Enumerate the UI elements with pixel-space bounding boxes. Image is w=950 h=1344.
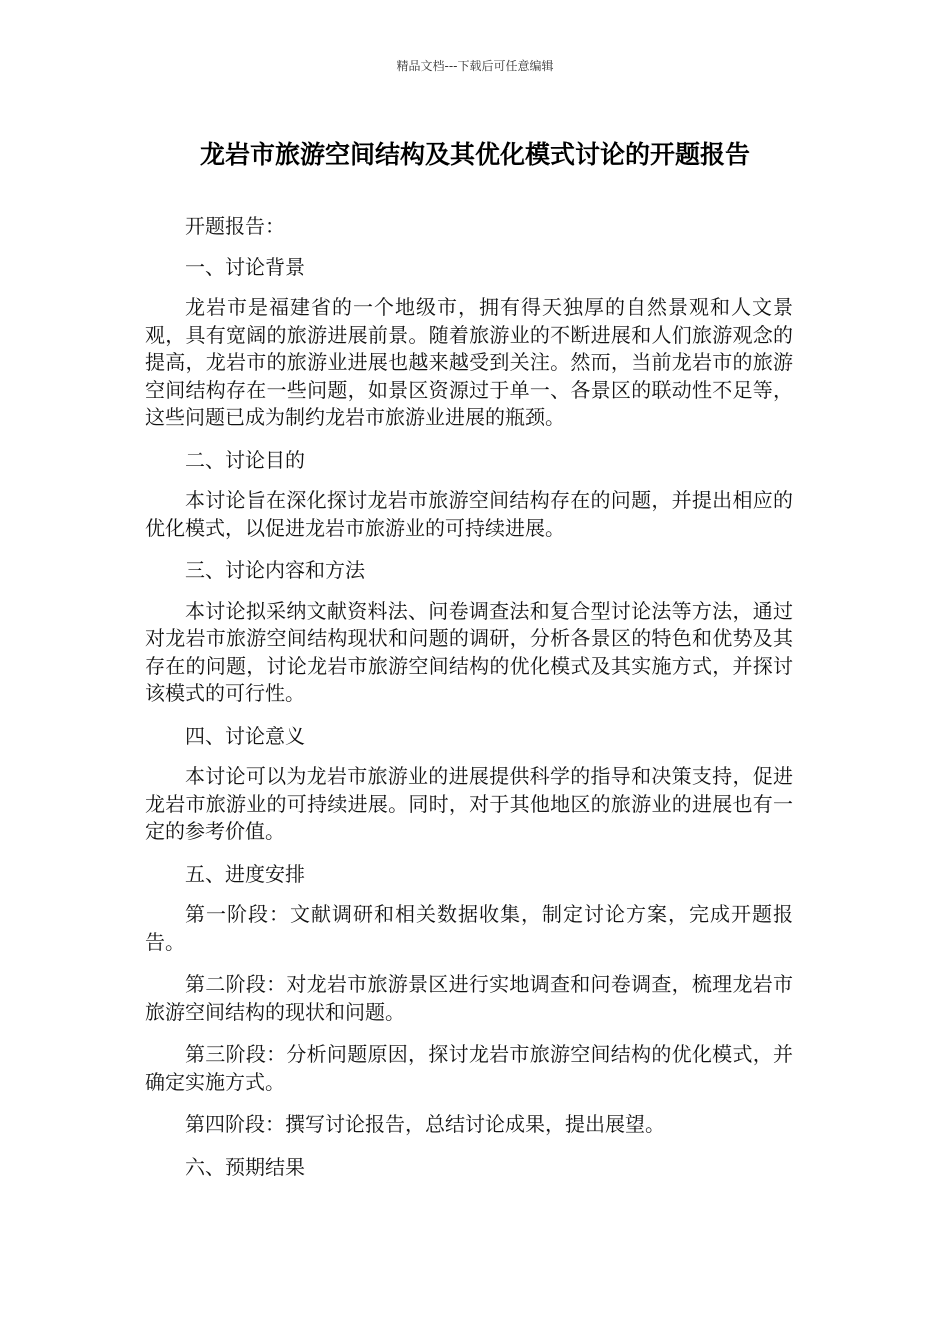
intro-label: 开题报告： — [185, 214, 285, 238]
schedule-stage-3: 第三阶段：分析问题原因，探讨龙岩市旅游空间结构的优化模式，并确定实施方式。 — [145, 1042, 793, 1094]
page-header-watermark: 精品文档---下载后可任意编辑 — [396, 59, 554, 73]
document-title: 龙岩市旅游空间结构及其优化模式讨论的开题报告 — [199, 140, 750, 169]
section-body-background: 龙岩市是福建省的一个地级市，拥有得天独厚的自然景观和人文景观，具有宽阔的旅游进展前景。随着旅游业的不断进展和人们旅游观念的提高，龙岩市的旅游业进展也越来越受到关注。然而，当前龙岩市的旅游空间结构存在一些问题，如景区资源过于单一、各景区的联动性不足等，这些问题已成为制约龙岩市旅游业进展的瓶颈。 — [145, 295, 793, 429]
schedule-stage-1: 第一阶段：文献调研和相关数据收集，制定讨论方案，完成开题报告。 — [145, 902, 793, 954]
document-body — [145, 213, 793, 1194]
schedule-stage-2: 第二阶段：对龙岩市旅游景区进行实地调查和问卷调查，梳理龙岩市旅游空间结构的现状和问题。 — [145, 972, 793, 1024]
section-heading-expected-results: 六、预期结果 — [185, 1154, 305, 1179]
section-heading-schedule: 五、进度安排 — [185, 861, 305, 886]
section-body-purpose: 本讨论旨在深化探讨龙岩市旅游空间结构存在的问题，并提出相应的优化模式，以促进龙岩市旅游业的可持续进展。 — [145, 488, 793, 540]
section-body-significance: 本讨论可以为龙岩市旅游业的进展提供科学的指导和决策支持，促进龙岩市旅游业的可持续进展。同时，对于其他地区的旅游业的进展也有一定的参考价值。 — [145, 764, 793, 843]
schedule-stage-4: 第四阶段：撰写讨论报告，总结讨论成果，提出展望。 — [185, 1112, 665, 1136]
section-heading-content-methods: 三、讨论内容和方法 — [185, 558, 365, 582]
section-heading-purpose: 二、讨论目的 — [185, 447, 305, 472]
section-heading-significance: 四、讨论意义 — [185, 723, 305, 748]
section-heading-background: 一、讨论背景 — [185, 254, 305, 279]
section-body-content-methods: 本讨论拟采纳文献资料法、问卷调查法和复合型讨论法等方法，通过对龙岩市旅游空间结构现状和问题的调研，分析各景区的特色和优势及其存在的问题，讨论龙岩市旅游空间结构的优化模式及其实施方式，并探讨该模式的可行性。 — [145, 598, 793, 705]
